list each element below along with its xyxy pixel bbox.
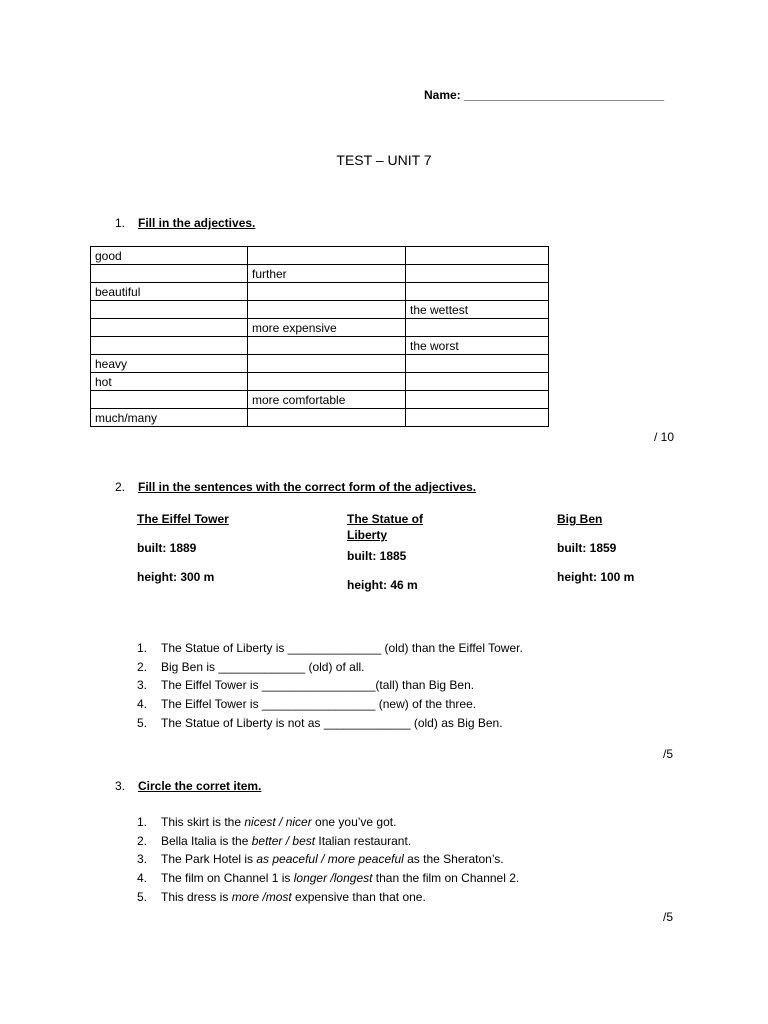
table-cell[interactable] [91, 265, 248, 283]
list-item [137, 869, 519, 888]
list-item [137, 639, 523, 658]
landmark-built: built: 1859 [557, 541, 617, 555]
table-cell[interactable] [91, 391, 248, 409]
item-text-before: The Park Hotel is [161, 852, 257, 867]
list-item [137, 695, 523, 714]
table-cell: further [248, 265, 406, 283]
item-options[interactable]: as peaceful / more peaceful [256, 852, 404, 867]
table-cell: more comfortable [248, 391, 406, 409]
list-item [137, 714, 523, 733]
table-row [91, 301, 549, 319]
sentence-text[interactable]: The Eiffel Tower is _________________(tall) than Big Ben. [161, 678, 475, 693]
item-options[interactable]: nicest / nicer [244, 815, 312, 829]
table-row [91, 391, 549, 409]
item-number: 4. [137, 871, 148, 886]
table-cell: the worst [406, 337, 549, 355]
table-cell: beautiful [91, 283, 248, 301]
q3-score: /5 [663, 910, 674, 924]
landmark-name: The Eiffel Tower [137, 512, 229, 526]
table-cell[interactable] [406, 409, 549, 427]
item-number: 3. [137, 678, 148, 693]
table-cell[interactable] [406, 373, 549, 391]
item-number: 2. [137, 659, 148, 674]
table-row [91, 337, 549, 355]
landmark-built: built: 1889 [137, 541, 197, 555]
item-text-before: This dress is [161, 889, 232, 904]
table-row [91, 283, 549, 301]
table-cell[interactable] [91, 301, 248, 319]
table-row [91, 319, 549, 337]
q2-sentence-list [137, 639, 523, 732]
item-number: 2. [137, 833, 148, 848]
item-options[interactable]: better / best [251, 833, 316, 848]
table-cell[interactable] [406, 283, 549, 301]
q3-number: 3. [115, 779, 126, 793]
test-title: TEST – UNIT 7 [336, 152, 432, 168]
table-row [91, 409, 549, 427]
q2-number: 2. [115, 480, 126, 494]
item-options[interactable]: more /most [231, 889, 292, 904]
table-cell[interactable] [91, 319, 248, 337]
item-text-after: Italian restaurant. [315, 833, 412, 848]
table-cell[interactable] [248, 337, 406, 355]
landmark-height: height: 300 m [137, 570, 215, 584]
q2-heading: Fill in the sentences with the correct form of the adjectives. [138, 480, 477, 494]
table-cell: the wettest [406, 301, 549, 319]
q1-heading: Fill in the adjectives. [138, 216, 256, 230]
table-cell[interactable] [248, 247, 406, 265]
table-row [91, 373, 549, 391]
q3-item-list [137, 813, 519, 906]
landmark-built: built: 1885 [347, 549, 407, 563]
table-cell[interactable] [406, 355, 549, 373]
table-cell[interactable] [406, 265, 549, 283]
q3-heading: Circle the corret item. [138, 779, 262, 793]
item-number: 1. [137, 641, 148, 655]
list-item [137, 888, 519, 907]
list-item [137, 850, 519, 869]
table-cell: more expensive [248, 319, 406, 337]
item-number: 3. [137, 852, 148, 867]
table-cell[interactable] [91, 337, 248, 355]
landmark-name: Big Ben [557, 512, 603, 526]
table-cell: heavy [91, 355, 248, 373]
list-item [137, 832, 519, 851]
table-cell[interactable] [248, 283, 406, 301]
table-cell: much/many [91, 409, 248, 427]
landmark-bigben [557, 511, 677, 585]
item-text-after: as the Sheraton’s. [403, 852, 504, 867]
table-cell[interactable] [406, 247, 549, 265]
adjectives-table [90, 246, 549, 427]
list-item [137, 813, 519, 832]
name-field-label: Name: ______________________________ [424, 88, 665, 102]
item-number: 1. [137, 815, 148, 829]
landmark-eiffel [137, 511, 307, 585]
sentence-text[interactable]: The Statue of Liberty is not as _____________ (old) as Big Ben. [161, 715, 503, 730]
item-text-before: Bella Italia is the [161, 833, 252, 848]
table-row [91, 265, 549, 283]
landmark-statue [347, 511, 437, 593]
table-row [91, 247, 549, 265]
table-cell[interactable] [406, 319, 549, 337]
table-row [91, 355, 549, 373]
item-text-after: one you’ve got. [311, 815, 397, 829]
sentence-text[interactable]: The Eiffel Tower is _________________ (new) of the three. [161, 697, 477, 712]
item-text-before: This skirt is the [161, 815, 245, 829]
sentence-text[interactable]: Big Ben is _____________ (old) of all. [161, 659, 365, 674]
item-number: 5. [137, 889, 148, 904]
item-text-after: expensive than that one. [291, 889, 426, 904]
q2-score: /5 [663, 747, 674, 761]
table-cell[interactable] [248, 409, 406, 427]
landmark-name: The Statue of Liberty [347, 512, 424, 542]
table-cell: good [91, 247, 248, 265]
item-text-before: The film on Channel 1 is [161, 871, 294, 886]
landmark-height: height: 100 m [557, 570, 635, 584]
table-cell[interactable] [406, 391, 549, 409]
list-item [137, 676, 523, 695]
table-cell: hot [91, 373, 248, 391]
table-cell[interactable] [248, 301, 406, 319]
list-item [137, 658, 523, 677]
item-options[interactable]: longer /longest [293, 871, 373, 886]
sentence-text[interactable]: The Statue of Liberty is ______________ (old) than the Eiffel Tower. [161, 641, 523, 655]
landmark-height: height: 46 m [347, 578, 418, 592]
item-text-after: than the film on Channel 2. [372, 871, 520, 886]
item-number: 5. [137, 715, 148, 730]
q1-score: / 10 [654, 430, 675, 444]
q1-number: 1. [115, 216, 126, 230]
table-cell[interactable] [248, 373, 406, 391]
item-number: 4. [137, 697, 148, 712]
table-cell[interactable] [248, 355, 406, 373]
